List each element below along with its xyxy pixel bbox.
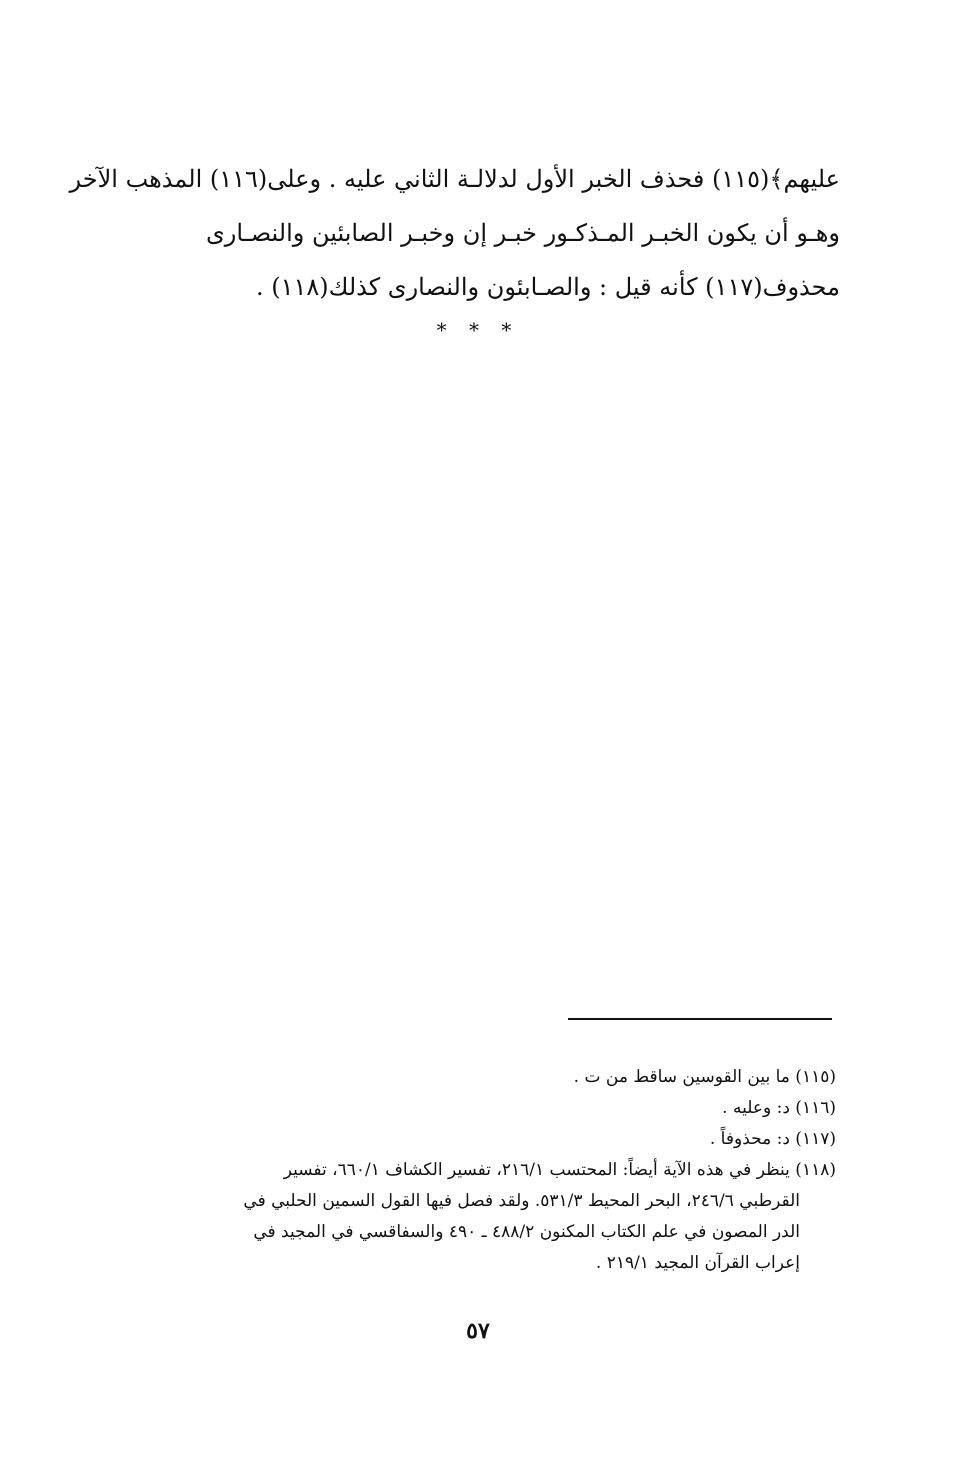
section-separator: * * * [436, 318, 520, 342]
footnote-118-line-2: القرطبي ٢٤٦/٦، البحر المحيط ٥٣١/٣. ولقد فصل فيها القول السمين الحلبي في [243, 1191, 800, 1211]
footnote-118-line-4: إعراب القرآن المجيد ٢١٩/١ . [595, 1253, 800, 1273]
footnote-116: (١١٦) د: وعليه . [722, 1098, 836, 1118]
footnote-115: (١١٥) ما بين القوسين ساقط من ت . [573, 1067, 836, 1087]
page-number: ٥٧ [466, 1318, 490, 1344]
body-line-2: وهـو أن يكون الخبـر المـذكـور خبـر إن وخبـر الصابئين والنصـارى [206, 219, 840, 247]
footnote-117: (١١٧) د: محذوفاً . [709, 1129, 836, 1149]
footnote-118-line-3: الدر المصون في علم الكتاب المكنون ٤٨٨/٢ ـ ٤٩٠ والسفاقسي في المجيد في [253, 1222, 800, 1242]
body-line-1: عليهم﴾(١١٥) فحذف الخبر الأول لدلالـة الثاني عليه . وعلى(١١٦) المذهب الآخر [69, 165, 840, 193]
footnote-118-line-1: (١١٨) ينظر في هذه الآية أيضاً: المحتسب ٢١٦/١، تفسير الكشاف ٦٦٠/١، تفسير [283, 1160, 836, 1180]
main-paragraph [69, 152, 840, 314]
body-line-3: محذوف(١١٧) كأنه قيل : والصـابئون والنصارى كذلك(١١٨) . [255, 273, 840, 301]
footnotes [160, 1062, 836, 1279]
footnote-divider [568, 1018, 832, 1020]
